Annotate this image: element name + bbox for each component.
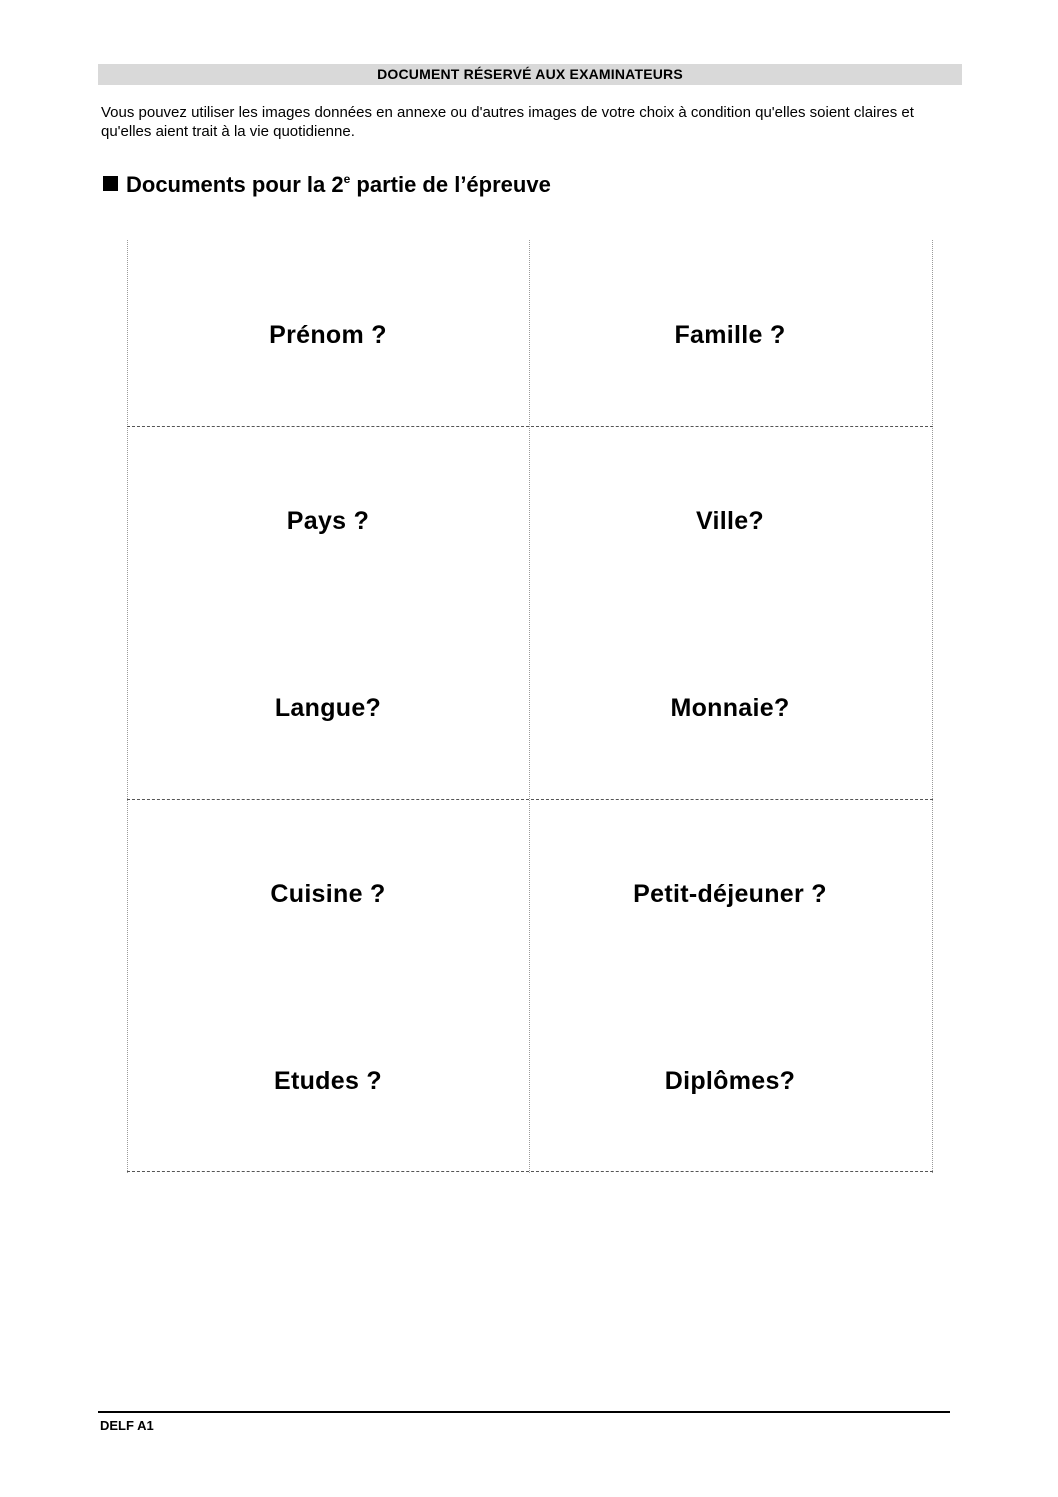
card-pays: Pays ?	[286, 507, 370, 535]
footer-label: DELF A1	[100, 1418, 154, 1433]
cut-line	[127, 799, 933, 800]
cut-line	[127, 426, 933, 427]
question-cards-grid	[127, 240, 933, 1173]
card-prenom: Prénom ?	[269, 321, 387, 349]
card-ville: Ville?	[695, 507, 765, 535]
section-title-end: partie de l’épreuve	[350, 172, 551, 197]
card-diplomes: Diplômes?	[664, 1067, 796, 1095]
card-petit-dejeuner: Petit-déjeuner ?	[633, 880, 827, 908]
card-cuisine: Cuisine ?	[270, 880, 386, 908]
cut-line	[127, 1171, 933, 1172]
card-monnaie: Monnaie?	[670, 694, 790, 722]
black-square-icon	[103, 176, 118, 191]
card-famille: Famille ?	[674, 321, 786, 349]
section-title-superscript: e	[343, 172, 351, 186]
card-langue: Langue?	[274, 694, 382, 722]
intro-paragraph: Vous pouvez utiliser les images données en annexe ou d'autres images de votre choix à condition qu'elles soient claires et qu'elles aient trait à la vie quotidienne.	[101, 104, 914, 140]
examiner-banner: DOCUMENT RÉSERVÉ AUX EXAMINATEURS	[98, 64, 962, 85]
footer-rule	[98, 1411, 950, 1413]
section-title	[103, 170, 551, 200]
section-title-start: Documents pour la 2	[126, 172, 344, 197]
card-etudes: Etudes ?	[274, 1067, 382, 1095]
grid-line-right	[932, 240, 933, 1173]
